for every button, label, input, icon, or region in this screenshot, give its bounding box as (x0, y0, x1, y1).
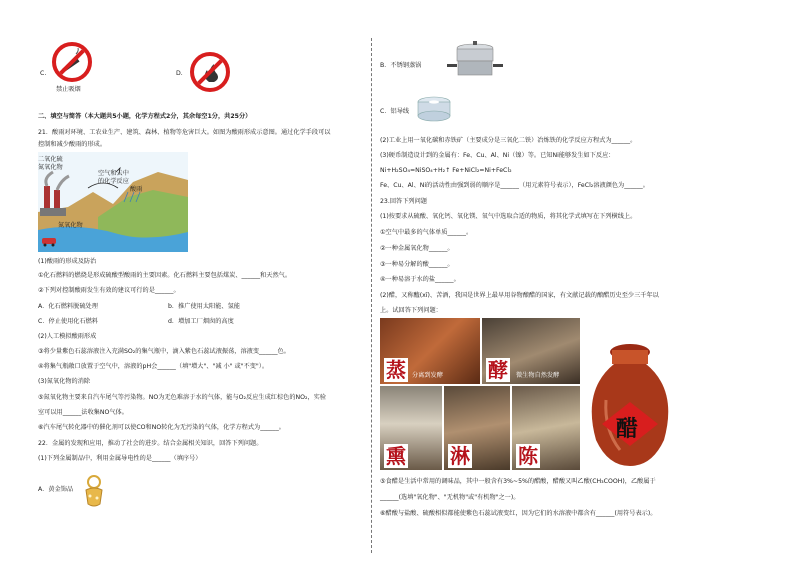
sub3-q2: 室可以用______法收集NO气体。 (38, 409, 128, 416)
aluminum-wire-icon (414, 96, 454, 128)
q23-item-4: ④一种易溶于水的盐______。 (380, 276, 460, 283)
no-smoking-caption: 禁止吸烟 (56, 86, 81, 93)
photo-smoking (380, 386, 442, 470)
diagram-label-nox: 氮氧化物 (38, 164, 63, 171)
q22-3-line-2: Ni+H₂SO₄=NiSO₄+H₂↑ Fe+NiCl₂=Ni+FeCl₂ (380, 167, 512, 174)
acid-rain-diagram (38, 152, 188, 252)
diagram-label-nox-car: 氮氧化物 (58, 222, 83, 229)
q23-last-2: ______(选填"氧化物"、"无机物"或"有机物"之一)。 (380, 494, 520, 501)
option-a: A．化石燃料脱硫处理 (38, 303, 98, 310)
option-c2: C．停止使用化石燃料 (38, 318, 99, 325)
photo-aging (512, 386, 580, 470)
option-d-label: D. (176, 70, 183, 77)
sub1-q1: ①化石燃料的燃烧是形成硫酸型酸雨的主要因素。化石燃料主要包括煤炭、______和天然气。 (38, 272, 292, 279)
jar-char-vinegar: 醋 (616, 416, 639, 442)
q22-3-line-3: Fe、Cu、Al、Ni的活动性由强到弱的顺序是______（用元素符号表示），FeCl₂溶液颜色为______。 (380, 182, 649, 189)
sub3-q3: ⑥汽车尾气转化器中的催化剂可以使CO和NO转化为无污染的气体，化学方程式为______。 (38, 424, 285, 431)
sub2-title: (2)人工模拟酸雨形成 (38, 333, 97, 340)
sub2-q1: ③将少量紫色石蕊溶液注入充满SO₂的集气瓶中，滴入紫色石蕊试液振荡，溶液变______色。 (38, 348, 290, 355)
sub3-q1: ⑤氮氧化物主要来自汽车尾气等污染物。NO为无色难溶于水的气体，能与O₂反应生成红棕色的NO₂，实验 (38, 394, 327, 401)
diagram-label-cloud-1: 空气和云中 (98, 170, 129, 177)
option-gold: A．黄金饰品 (38, 486, 74, 493)
q23-item-3: ③一种易分解的酸______。 (380, 261, 454, 268)
q23-sub2-line-2: 上。试回答下列问题： (380, 307, 442, 314)
q22-2-line: (2)工业上用一氧化碳和赤铁矿（主要成分是三氧化二铁）冶炼铁的化学反应方程式为______。 (380, 137, 637, 144)
no-smoking-sign-icon (52, 42, 92, 82)
photo-leaching (444, 386, 510, 470)
diagram-label-so2: 二氧化硫 (38, 156, 63, 163)
vinegar-jar-icon (584, 340, 676, 474)
char-ferment: 酵 (488, 358, 508, 382)
q23-last-1: ⑤食醋是生活中常用的调味品，其中一般含有3%~5%的醋酸，醋酸又叫乙酸(CH₃COOH)，乙酸属于 (380, 478, 656, 485)
photo-steaming (380, 318, 480, 384)
q21-line-2: 控制和减少酸雨的形成。 (38, 141, 107, 148)
q22-line-2: (1)下列金属制品中，利用金属导电性的是______（填序号） (38, 455, 202, 462)
gold-jewelry-icon (80, 474, 108, 512)
q21-line-1: 21．酸雨对环境、工农业生产、建筑、森林、植物等危害巨大。如图为酸雨形成示意图。通过化学手段可以 (38, 129, 331, 136)
q22-3-line-1: (3)硬币制造设计到的金属有：Fe、Cu、Al、Ni（镍）等。已知Ni能够发生如下反应： (380, 152, 615, 159)
char-age: 陈 (518, 444, 538, 468)
option-b-steamer: B．不锈钢蒸锅 (380, 62, 422, 69)
q23-last-3: ⑥醋酸与盐酸、硫酸相似都能使紫色石蕊试液变红，因为它们的水溶液中都含有______(用符号表示)。 (380, 510, 657, 517)
diagram-label-cloud-2: 的化学反应 (98, 178, 129, 185)
option-d2: d．增加工厂烟囱的高度 (168, 318, 234, 325)
photo-caption-1: 分离到发酵 (412, 372, 443, 379)
q23-sub2-line-1: (2)醋，又称醯(xī)、苦酒，我国是世界上最早用谷物酿醋的国家，有文献记载的酿醋历史至少三千年以 (380, 292, 659, 299)
sub3-title: (3)氮氧化物的消除 (38, 378, 91, 385)
photo-fermenting (482, 318, 580, 384)
q23-item-2: ②一种金属氧化物______。 (380, 245, 454, 252)
section-2-heading: 二、填空与简答（本大题共5小题，化学方程式2分，其余每空1分，共25分） (38, 113, 252, 120)
photo-caption-2: 微生物自然发酵 (516, 372, 560, 379)
char-smoke: 熏 (386, 444, 406, 468)
sub1-title: (1)酸雨的形成及防治 (38, 258, 97, 265)
char-leach: 淋 (450, 444, 470, 468)
steamer-pot-icon (445, 40, 505, 84)
q23-title: 23.回答下列问题 (380, 198, 427, 205)
q22-line-1: 22．金属的发现和应用，推动了社会的进步。结合金属相关知识，回答下列问题。 (38, 440, 263, 447)
option-c-wire: C．铝导线 (380, 108, 410, 115)
q23-item-1: ①空气中最多的气体单质______。 (380, 229, 473, 236)
sub2-q2: ④将集气瓶敞口放置于空气中，溶液的pH会______（填"增大"、"减 小" 或"不变"）。 (38, 363, 269, 370)
char-steam: 蒸 (386, 358, 406, 382)
column-divider (371, 38, 372, 553)
q23-sub1: (1)按要求从硫酸、氧化钙、氧化镁、氧气中选取合适的物质，将其化学式填写在下列横线上。 (380, 213, 637, 220)
option-c-label: C. (40, 70, 47, 77)
no-fire-sign-icon (190, 52, 230, 92)
option-b: b．推广使用太阳能、氢能 (168, 303, 240, 310)
diagram-label-acid-rain: 酸雨 (130, 186, 143, 193)
sub1-q2: ②下列对控制酸雨发生有效的建议可行的是______。 (38, 287, 180, 294)
